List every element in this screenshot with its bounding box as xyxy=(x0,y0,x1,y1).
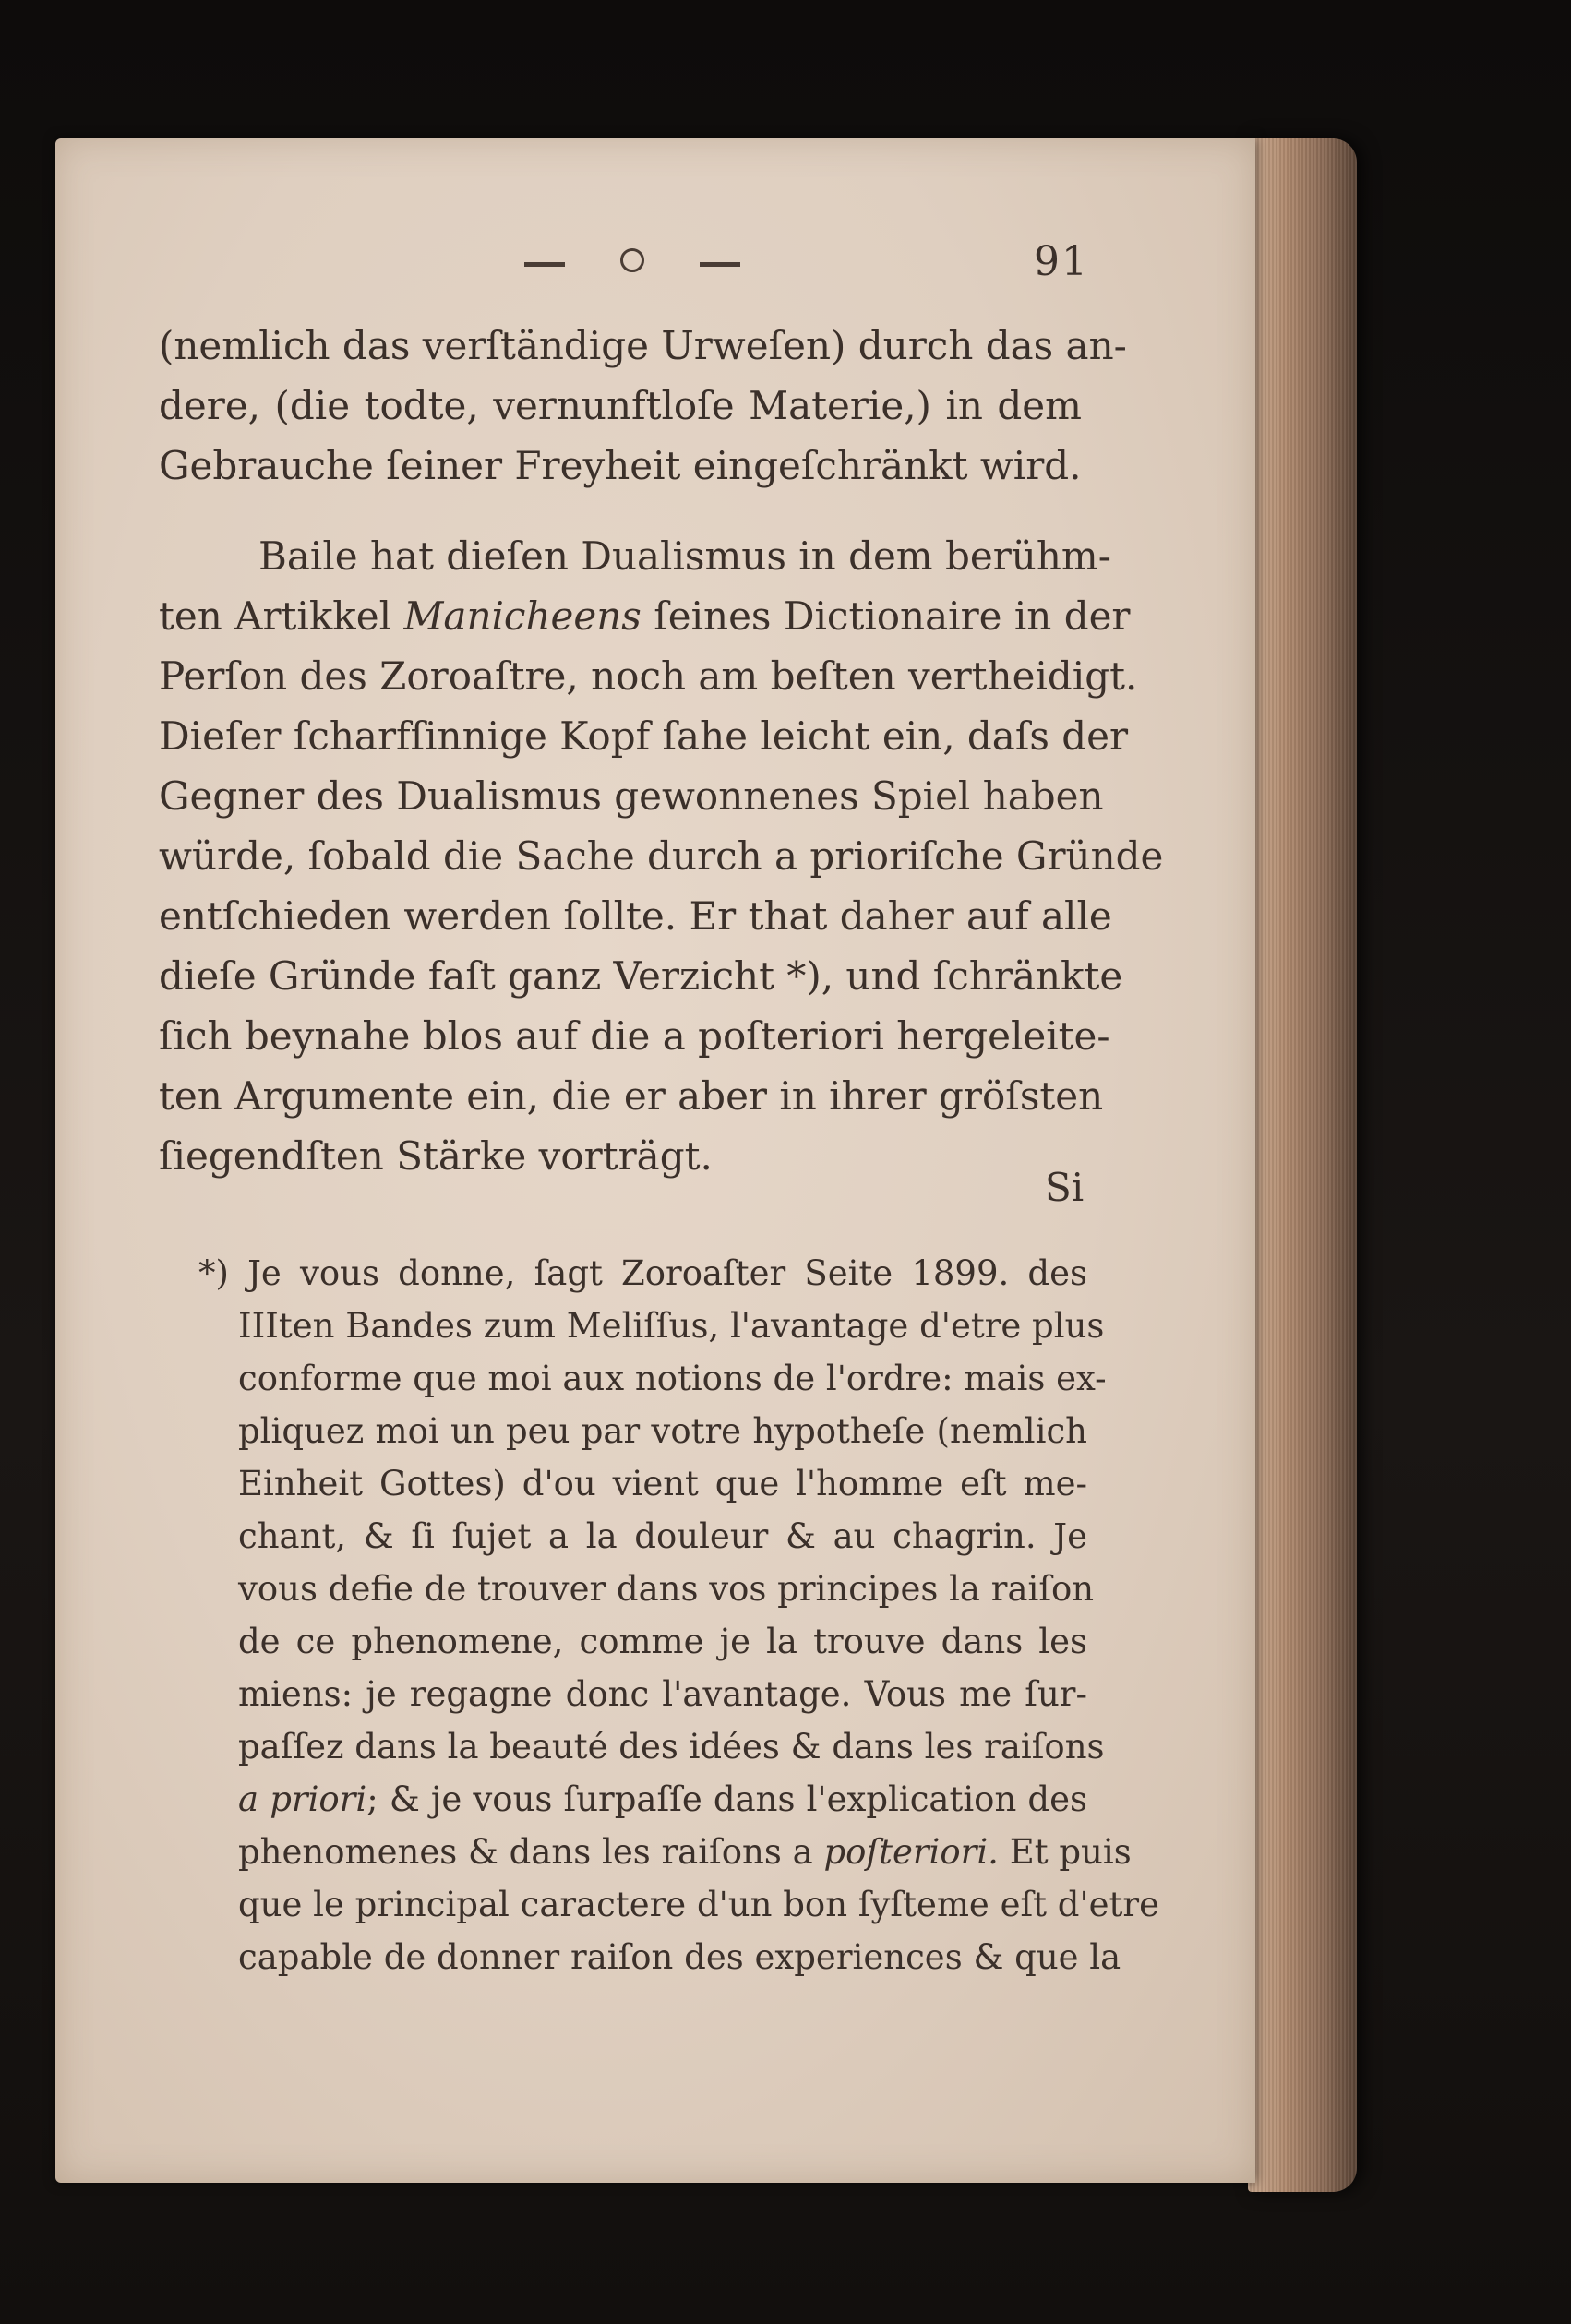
footnote-line: miens: je regagne donc l'avantage. Vous me ſur- xyxy=(238,1674,1087,1714)
body-line xyxy=(159,593,1131,639)
body-line: Gegner des Dualismus gewonnenes Spiel haben xyxy=(159,773,1104,819)
body-segment: ſeines Dictionaire in der xyxy=(654,593,1131,639)
footnote-line: *) Je vous donne, ſagt Zoroaſter Seite 1899. des xyxy=(198,1253,1087,1293)
footnote-line: conforme que moi aux notions de l'ordre: mais ex- xyxy=(238,1359,1107,1398)
footnote-italic-word: priori xyxy=(270,1779,367,1819)
body-line: dere, (die todte, vernunftloſe Materie,) in dem xyxy=(159,383,1082,428)
body-line: Dieſer ſcharfſinnige Kopf ſahe leicht ein, daſs der xyxy=(159,713,1129,759)
body-line: würde, ſobald die Sache durch a prioriſche Gründe xyxy=(159,833,1164,879)
footnote-line: capable de donner raiſon des experiences & que la xyxy=(238,1937,1121,1977)
page-number: 91 xyxy=(1034,238,1089,285)
ornament-rule-left xyxy=(524,262,565,267)
footnote-line: pliquez moi un peu par votre hypotheſe (nemlich xyxy=(238,1411,1087,1451)
body-line: Perſon des Zoroaſtre, noch am beſten vertheidigt. xyxy=(159,653,1138,699)
footnote-italic-word: a xyxy=(238,1779,259,1819)
footnote-line: Einheit Gottes) d'ou vient que l'homme eſt me- xyxy=(238,1464,1087,1503)
footnote-line xyxy=(238,1832,1132,1872)
footnote-line: chant, & ſi ſujet a la douleur & au chagrin. Je xyxy=(238,1516,1087,1556)
body-line: ten Argumente ein, die er aber in ihrer gröſsten xyxy=(159,1073,1104,1119)
footnote-line: vous defie de trouver dans vos principes la raiſon xyxy=(238,1569,1095,1609)
footnote-line: paſſez dans la beauté des idées & dans les raiſons xyxy=(238,1727,1105,1767)
book-fore-edge xyxy=(1248,138,1357,2192)
footnote-segment: phenomenes & dans les raiſons a xyxy=(238,1832,813,1872)
body-line: dieſe Gründe faſt ganz Verzicht *), und ſchränkte xyxy=(159,953,1123,999)
body-line: (nemlich das verſtändige Urweſen) durch das an- xyxy=(159,323,1127,368)
body-line: Baile hat dieſen Dualismus in dem berühm- xyxy=(258,533,1111,579)
body-italic-word: Manicheens xyxy=(403,593,642,639)
ornament-circle xyxy=(620,248,644,272)
footnote-line: de ce phenomene, comme je la trouve dans les xyxy=(238,1622,1087,1661)
footnote-line xyxy=(238,1779,1087,1819)
body-segment: ten Artikkel xyxy=(159,593,392,639)
body-line: Gebrauche ſeiner Freyheit eingeſchränkt wird. xyxy=(159,443,1082,488)
catchword: Si xyxy=(1045,1165,1085,1210)
body-line: ſiegendſten Stärke vorträgt. xyxy=(159,1133,713,1179)
footnote-segment: Et puis xyxy=(1009,1832,1132,1872)
footnote-line: que le principal caractere d'un bon ſyſteme eſt d'etre xyxy=(238,1885,1160,1924)
ornament-rule-right xyxy=(700,262,740,267)
body-line: ſich beynahe blos auf die a poſteriori hergeleite- xyxy=(159,1013,1110,1059)
footnote-italic-word: poſteriori. xyxy=(823,1832,999,1872)
running-head-ornament xyxy=(524,242,755,279)
footnote-segment: ; & je vous ſurpaſſe dans l'explication des xyxy=(366,1779,1087,1819)
body-line: entſchieden werden ſollte. Er that daher auf alle xyxy=(159,893,1112,939)
footnote-line: IIIten Bandes zum Meliſſus, l'avantage d'etre plus xyxy=(238,1306,1105,1346)
